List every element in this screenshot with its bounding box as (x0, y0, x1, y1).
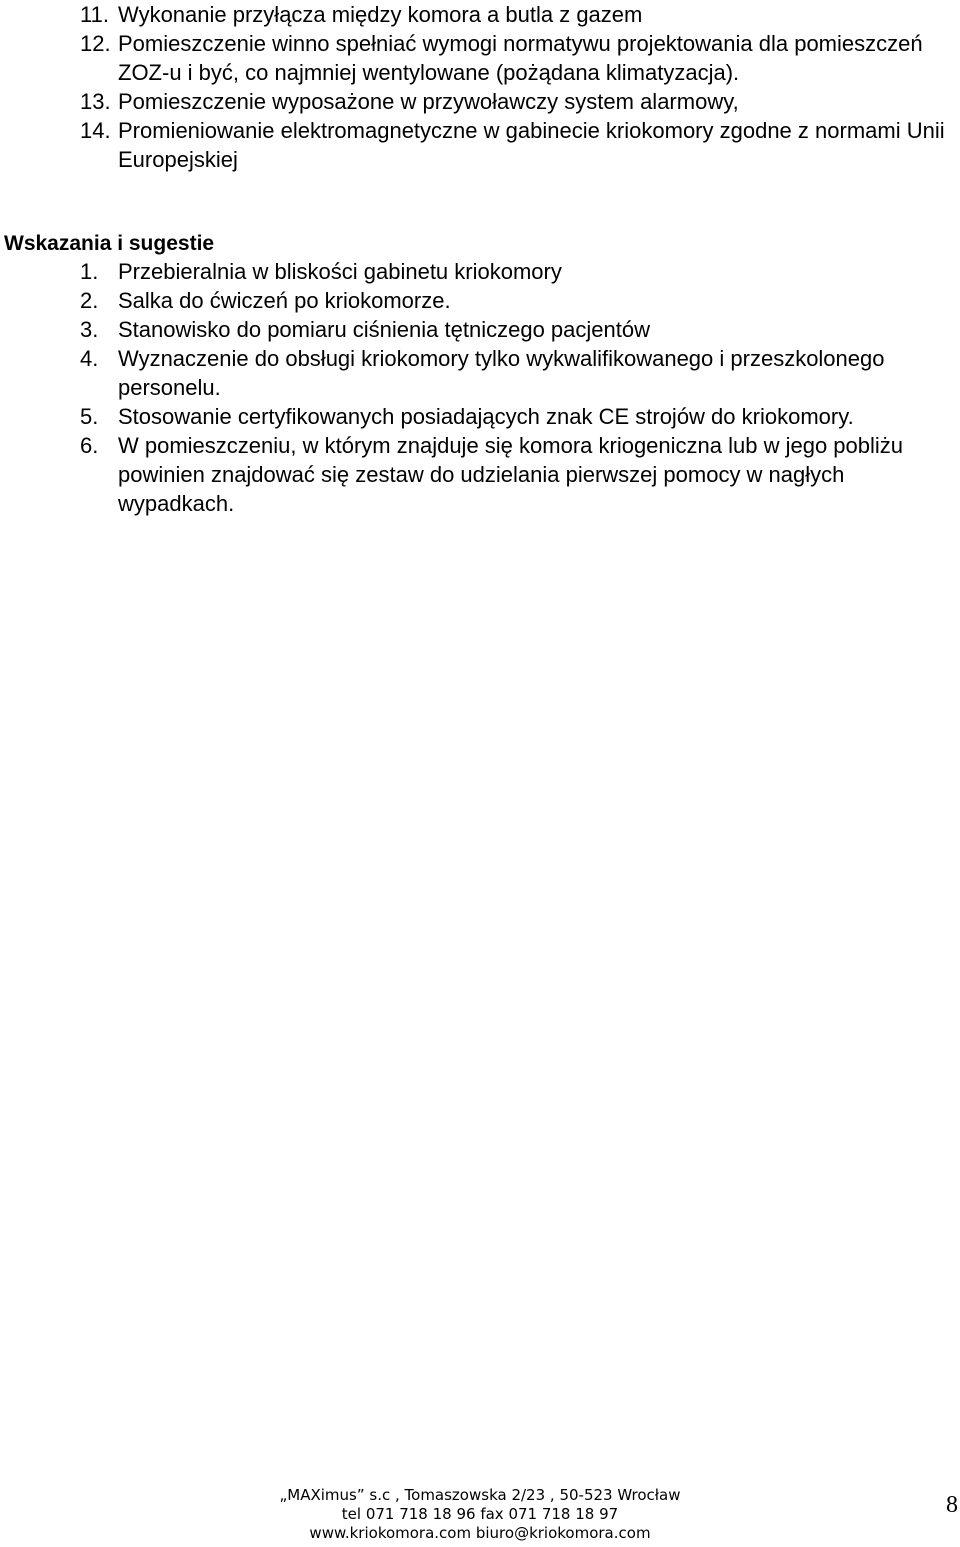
list-item-number: 12. (80, 31, 111, 56)
list-item-text: Salka do ćwiczeń po kriokomorze. (118, 288, 451, 313)
list-item-text: Pomieszczenie winno spełniać wymogi normatywu projektowania dla pomieszczeń ZOZ-u i być, co najmniej wentylowane (pożądana klimatyzacja). (118, 31, 923, 85)
list-item (80, 116, 950, 174)
list-item-number: 1. (80, 259, 99, 284)
list-item-number: 2. (80, 288, 99, 313)
requirements-list (80, 0, 950, 174)
list-item (80, 431, 952, 518)
list-item-number: 3. (80, 317, 99, 342)
list-item (80, 0, 950, 29)
list-item-text: Przebieralnia w bliskości gabinetu kriokomory (118, 259, 562, 284)
page-number: 8 (946, 1492, 958, 1518)
page-footer (0, 1486, 960, 1546)
list-item (80, 315, 952, 344)
list-item (80, 29, 950, 87)
list-item (80, 257, 952, 286)
list-item-text: Stanowisko do pomiaru ciśnienia tętniczego pacjentów (118, 317, 650, 342)
list-item-text: Wyznaczenie do obsługi kriokomory tylko wykwalifikowanego i przeszkolonego personelu. (118, 346, 885, 400)
list-item-text: W pomieszczeniu, w którym znajduje się komora kriogeniczna lub w jego pobliżu powinien znajdować się zestaw do udzielania pierwszej pomocy w nagłych wypadkach. (118, 433, 904, 516)
list-item (80, 87, 950, 116)
list-item-number: 13. (80, 89, 111, 114)
list-item (80, 286, 952, 315)
list-item-text: Pomieszczenie wyposażone w przywoławczy system alarmowy, (118, 89, 739, 114)
list-item (80, 402, 952, 431)
list-item-number: 14. (80, 118, 111, 143)
list-item (80, 344, 952, 402)
list-item-text: Promieniowanie elektromagnetyczne w gabinecie kriokomory zgodne z normami Unii Europejskiej (118, 118, 945, 172)
list-item-number: 5. (80, 404, 99, 429)
footer-company-address: „MAXimus” s.c , Tomaszowska 2/23 , 50-523 Wrocław (279, 1486, 681, 1504)
suggestions-list (80, 257, 952, 518)
list-item-text: Stosowanie certyfikowanych posiadających znak CE strojów do kriokomory. (118, 404, 854, 429)
section-heading: Wskazania i sugestie (4, 232, 215, 255)
list-item-number: 11. (80, 2, 109, 27)
list-item-number: 4. (80, 346, 99, 371)
list-item-number: 6. (80, 433, 99, 458)
footer-phone-fax: tel 071 718 18 96 fax 071 718 18 97 (341, 1505, 619, 1523)
footer-web-email: www.kriokomora.com biuro@kriokomora.com (309, 1524, 651, 1542)
list-item-text: Wykonanie przyłącza między komora a butla z gazem (118, 2, 643, 27)
footer-contact (255, 1486, 705, 1543)
